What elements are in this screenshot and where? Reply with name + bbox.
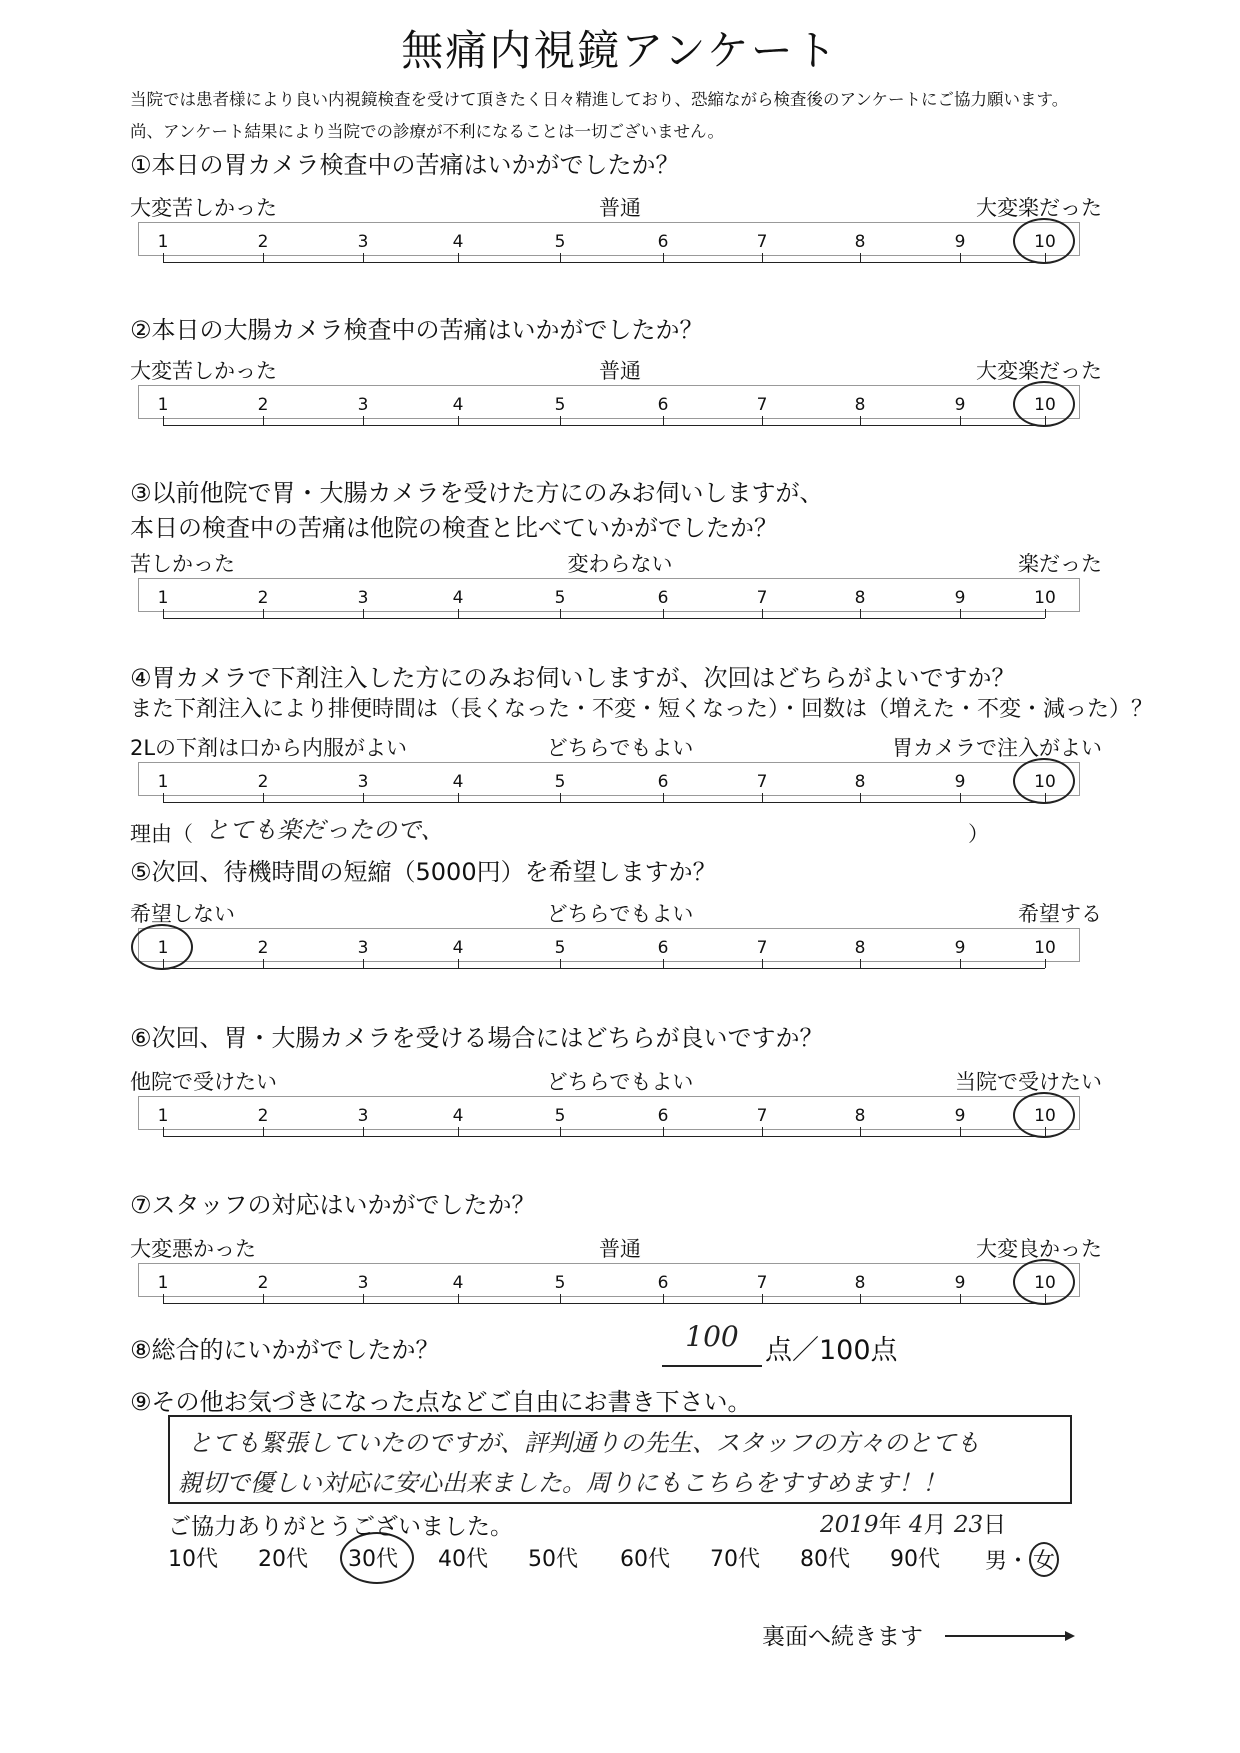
- age-option[interactable]: 10代: [168, 1547, 218, 1572]
- q3-scale-tick: [458, 609, 459, 618]
- comment-line-1: とても緊張していたのですが、評判通りの先生、スタッフの方々のとても: [188, 1429, 980, 1457]
- q7-scale-tick: [363, 1294, 364, 1303]
- q1-scale-tick: [263, 253, 264, 262]
- q4-label-line-2: また下剤注入により排便時間は（長くなった・不変・短くなった）・回数は（増えた・不変・減った）？: [130, 697, 1154, 722]
- q7-scale-number[interactable]: 8: [854, 1273, 866, 1293]
- gender-male[interactable]: 男: [985, 1549, 1008, 1574]
- q6-scale-tick: [860, 1127, 861, 1136]
- q6-scale-tick: [163, 1127, 164, 1136]
- q4-scale-tick: [762, 793, 763, 802]
- q6-label-line-1: ⑥次回、胃・大腸カメラを受ける場合にはどちらが良いですか？: [130, 1024, 824, 1052]
- q6-scale-number[interactable]: 2: [257, 1106, 269, 1126]
- q6-scale-number[interactable]: 1: [157, 1106, 169, 1126]
- q2-scale-tick: [163, 416, 164, 425]
- q6-scale-tick: [762, 1127, 763, 1136]
- q7-scale-number[interactable]: 9: [954, 1273, 966, 1293]
- q6-scale-tick: [458, 1127, 459, 1136]
- q1-scale-tick: [663, 253, 664, 262]
- q4-right-label: 胃カメラで注入がよい: [892, 736, 1102, 760]
- date-month: 4: [908, 1512, 924, 1538]
- q3-scale-number[interactable]: 3: [357, 588, 369, 608]
- q7-scale-tick: [163, 1294, 164, 1303]
- q7-scale-number[interactable]: 3: [357, 1273, 369, 1293]
- q4-scale-number[interactable]: 3: [357, 772, 369, 792]
- q1-scale-number[interactable]: 7: [756, 232, 768, 252]
- q5-left-label: 希望しない: [130, 902, 235, 926]
- q5-scale-number[interactable]: 4: [452, 938, 464, 958]
- q3-label-line-2: 本日の検査中の苦痛は他院の検査と比べていかがでしたか？: [130, 514, 778, 542]
- q2-scale-number[interactable]: 7: [756, 395, 768, 415]
- age-option[interactable]: 90代: [890, 1547, 940, 1572]
- q6-axis-line: [163, 1136, 1045, 1137]
- q6-right-label: 当院で受けたい: [955, 1070, 1102, 1094]
- q5-scale-number[interactable]: 9: [954, 938, 966, 958]
- q3-scale-tick: [163, 609, 164, 618]
- q1-scale-number[interactable]: 1: [157, 232, 169, 252]
- q2-answer-circle: [1013, 381, 1075, 427]
- q7-scale-number[interactable]: 2: [257, 1273, 269, 1293]
- q4-scale-number[interactable]: 10: [1034, 772, 1056, 792]
- age-option[interactable]: 80代: [800, 1547, 850, 1572]
- q3-scale-tick: [960, 609, 961, 618]
- q2-scale-number[interactable]: 9: [954, 395, 966, 415]
- date-field: 2019年 4月 23日: [820, 1512, 1007, 1538]
- q2-scale-number[interactable]: 2: [257, 395, 269, 415]
- q2-scale-tick: [860, 416, 861, 425]
- q4-scale-number[interactable]: 1: [157, 772, 169, 792]
- q6-scale-tick: [663, 1127, 664, 1136]
- reason-text: とても楽だったので、: [205, 816, 445, 844]
- q2-scale-tick: [363, 416, 364, 425]
- q6-scale-number[interactable]: 8: [854, 1106, 866, 1126]
- q3-scale-tick: [560, 609, 561, 618]
- q7-scale-tick: [560, 1294, 561, 1303]
- q4-scale-number[interactable]: 2: [257, 772, 269, 792]
- q2-label-line-1: ②本日の大腸カメラ検査中の苦痛はいかがでしたか？: [130, 316, 704, 344]
- q4-scale-tick: [960, 793, 961, 802]
- q2-center-label: 普通: [599, 359, 641, 383]
- q4-scale-tick: [263, 793, 264, 802]
- q6-scale-number[interactable]: 3: [357, 1106, 369, 1126]
- q1-axis-line: [163, 262, 1045, 263]
- q5-scale-tick: [663, 959, 664, 968]
- q5-answer-circle: [131, 924, 193, 970]
- q6-answer-circle: [1013, 1092, 1075, 1138]
- q3-label-line-1: ③以前他院で胃・大腸カメラを受けた方にのみお伺いしますが、: [130, 479, 824, 507]
- q2-scale-number[interactable]: 6: [657, 395, 669, 415]
- q5-scale-tick: [860, 959, 861, 968]
- q7-scale-number[interactable]: 1: [157, 1273, 169, 1293]
- q6-scale-number[interactable]: 5: [554, 1106, 566, 1126]
- q5-scale-tick: [458, 959, 459, 968]
- q6-center-label: どちらでもよい: [546, 1070, 694, 1094]
- q2-scale-number[interactable]: 1: [157, 395, 169, 415]
- q3-scale-number[interactable]: 4: [452, 588, 464, 608]
- q5-scale-number[interactable]: 3: [357, 938, 369, 958]
- age-option[interactable]: 60代: [620, 1547, 670, 1572]
- q3-axis-line: [163, 618, 1045, 619]
- q4-scale-tick: [560, 793, 561, 802]
- q5-scale-tick: [762, 959, 763, 968]
- q4-scale-tick: [663, 793, 664, 802]
- q6-scale-number[interactable]: 9: [954, 1106, 966, 1126]
- q7-scale-tick: [263, 1294, 264, 1303]
- q2-left-label: 大変苦しかった: [130, 359, 277, 383]
- q3-scale-number[interactable]: 10: [1034, 588, 1056, 608]
- q4-scale-number[interactable]: 4: [452, 772, 464, 792]
- q4-scale-tick: [458, 793, 459, 802]
- continue-arrow-icon: [945, 1628, 1075, 1644]
- q4-scale-number[interactable]: 6: [657, 772, 669, 792]
- q7-answer-circle: [1013, 1259, 1075, 1305]
- q8-score-underline: [662, 1365, 762, 1367]
- q2-scale-tick: [263, 416, 264, 425]
- q2-scale-tick: [960, 416, 961, 425]
- q6-scale-number[interactable]: 7: [756, 1106, 768, 1126]
- q1-right-label: 大変楽だった: [976, 196, 1102, 220]
- q2-right-label: 大変楽だった: [976, 359, 1102, 383]
- age-option[interactable]: 70代: [710, 1547, 760, 1572]
- q5-scale-tick: [263, 959, 264, 968]
- q3-scale-number[interactable]: 6: [657, 588, 669, 608]
- q1-center-label: 普通: [599, 196, 641, 220]
- date-day: 23: [953, 1512, 984, 1538]
- q1-scale-tick: [960, 253, 961, 262]
- q2-scale-number[interactable]: 5: [554, 395, 566, 415]
- q8-label: ⑧総合的にいかがでしたか？: [130, 1336, 440, 1364]
- q4-center-label: どちらでもよい: [546, 736, 694, 760]
- q5-scale-box: [138, 928, 1080, 962]
- q2-scale-number[interactable]: 4: [452, 395, 464, 415]
- q7-scale-tick: [458, 1294, 459, 1303]
- q4-scale-number[interactable]: 7: [756, 772, 768, 792]
- q4-left-label: 2Lの下剤は口から内服がよい: [130, 736, 408, 760]
- gender-female[interactable]: 女: [1029, 1542, 1059, 1577]
- q7-label-line-1: ⑦スタッフの対応はいかがでしたか？: [130, 1191, 536, 1219]
- q5-right-label: 希望する: [1018, 902, 1102, 926]
- q5-scale-number[interactable]: 1: [157, 938, 169, 958]
- age-option[interactable]: 40代: [438, 1547, 488, 1572]
- q1-scale-tick: [762, 253, 763, 262]
- q3-scale-number[interactable]: 2: [257, 588, 269, 608]
- q2-scale-tick: [458, 416, 459, 425]
- q6-scale-number[interactable]: 6: [657, 1106, 669, 1126]
- reason-close: ）: [968, 822, 989, 846]
- q4-scale-number[interactable]: 8: [854, 772, 866, 792]
- q7-scale-number[interactable]: 5: [554, 1273, 566, 1293]
- q7-scale-box: [138, 1263, 1080, 1297]
- q5-scale-number[interactable]: 8: [854, 938, 866, 958]
- q7-scale-number[interactable]: 6: [657, 1273, 669, 1293]
- q1-scale-number[interactable]: 3: [357, 232, 369, 252]
- q1-scale-number[interactable]: 10: [1034, 232, 1056, 252]
- q5-scale-number[interactable]: 6: [657, 938, 669, 958]
- q7-scale-number[interactable]: 4: [452, 1273, 464, 1293]
- q7-scale-tick: [860, 1294, 861, 1303]
- q6-scale-box: [138, 1096, 1080, 1130]
- q3-scale-number[interactable]: 1: [157, 588, 169, 608]
- q1-scale-tick: [458, 253, 459, 262]
- q1-scale-box: [138, 222, 1080, 256]
- q8-suffix: 点／100点: [765, 1335, 898, 1366]
- q2-scale-tick: [762, 416, 763, 425]
- q1-label-line-1: ①本日の胃カメラ検査中の苦痛はいかがでしたか？: [130, 151, 680, 179]
- q1-scale-tick: [860, 253, 861, 262]
- q2-scale-box: [138, 385, 1080, 419]
- q9-label: ⑨その他お気づきになった点などご自由にお書き下さい。: [130, 1388, 752, 1416]
- q3-scale-tick: [860, 609, 861, 618]
- q3-left-label: 苦しかった: [130, 552, 235, 576]
- q4-scale-number[interactable]: 9: [954, 772, 966, 792]
- q7-left-label: 大変悪かった: [130, 1237, 256, 1261]
- q3-scale-box: [138, 578, 1080, 612]
- q1-scale-number[interactable]: 9: [954, 232, 966, 252]
- continue-text: 裏面へ続きます: [762, 1624, 923, 1650]
- q4-scale-box: [138, 762, 1080, 796]
- q7-right-label: 大変良かった: [976, 1237, 1102, 1261]
- thanks-text: ご協力ありがとうございました。: [168, 1514, 513, 1540]
- q8-score: 100: [685, 1320, 739, 1353]
- q3-right-label: 楽だった: [1018, 552, 1102, 576]
- q5-scale-number[interactable]: 5: [554, 938, 566, 958]
- q4-label-line-1: ④胃カメラで下剤注入した方にのみお伺いしますが、次回はどちらがよいですか？: [130, 664, 1016, 692]
- q7-scale-number[interactable]: 7: [756, 1273, 768, 1293]
- q4-answer-circle: [1013, 758, 1075, 804]
- q6-scale-tick: [960, 1127, 961, 1136]
- q5-scale-number[interactable]: 10: [1034, 938, 1056, 958]
- q6-left-label: 他院で受けたい: [130, 1070, 277, 1094]
- date-year: 2019: [820, 1512, 879, 1538]
- q6-scale-number[interactable]: 4: [452, 1106, 464, 1126]
- q7-axis-line: [163, 1303, 1045, 1304]
- q3-scale-number[interactable]: 5: [554, 588, 566, 608]
- q1-scale-tick: [363, 253, 364, 262]
- q3-scale-tick: [363, 609, 364, 618]
- q2-scale-number[interactable]: 8: [854, 395, 866, 415]
- q1-scale-tick: [560, 253, 561, 262]
- q5-scale-tick: [363, 959, 364, 968]
- age-option[interactable]: 30代: [348, 1547, 398, 1572]
- q6-scale-tick: [263, 1127, 264, 1136]
- q5-scale-number[interactable]: 7: [756, 938, 768, 958]
- page-title: 無痛内視鏡アンケート: [401, 26, 839, 75]
- q1-scale-number[interactable]: 5: [554, 232, 566, 252]
- q7-scale-tick: [663, 1294, 664, 1303]
- q4-scale-tick: [860, 793, 861, 802]
- q1-scale-number[interactable]: 8: [854, 232, 866, 252]
- q2-scale-tick: [663, 416, 664, 425]
- q5-scale-tick: [960, 959, 961, 968]
- q3-scale-number[interactable]: 7: [756, 588, 768, 608]
- q1-scale-tick: [163, 253, 164, 262]
- q3-scale-number[interactable]: 9: [954, 588, 966, 608]
- q7-scale-tick: [762, 1294, 763, 1303]
- q7-scale-tick: [960, 1294, 961, 1303]
- q3-scale-tick: [263, 609, 264, 618]
- q5-axis-line: [163, 968, 1045, 969]
- intro-line-2: 尚、アンケート結果により当院での診療が不利になることは一切ございません。: [130, 122, 724, 141]
- q5-label-line-1: ⑤次回、待機時間の短縮（5000円）を希望しますか？: [130, 858, 717, 886]
- q3-scale-tick: [762, 609, 763, 618]
- q1-scale-number[interactable]: 4: [452, 232, 464, 252]
- q2-axis-line: [163, 425, 1045, 426]
- q1-left-label: 大変苦しかった: [130, 196, 277, 220]
- q5-scale-number[interactable]: 2: [257, 938, 269, 958]
- q4-axis-line: [163, 802, 1045, 803]
- q3-scale-tick: [663, 609, 664, 618]
- comment-box: [168, 1415, 1072, 1504]
- q4-scale-number[interactable]: 5: [554, 772, 566, 792]
- q6-scale-tick: [560, 1127, 561, 1136]
- q3-center-label: 変わらない: [567, 552, 673, 576]
- q5-center-label: どちらでもよい: [546, 902, 694, 926]
- q1-answer-circle: [1013, 218, 1075, 264]
- q7-scale-number[interactable]: 10: [1034, 1273, 1056, 1293]
- q4-scale-tick: [163, 793, 164, 802]
- q5-scale-tick: [560, 959, 561, 968]
- q1-scale-number[interactable]: 2: [257, 232, 269, 252]
- q3-scale-tick: [1045, 609, 1046, 618]
- q6-scale-tick: [363, 1127, 364, 1136]
- gender-field: 男・ 女: [985, 1542, 1059, 1577]
- q6-scale-number[interactable]: 10: [1034, 1106, 1056, 1126]
- q2-scale-tick: [560, 416, 561, 425]
- age-option[interactable]: 20代: [258, 1547, 308, 1572]
- q4-scale-tick: [363, 793, 364, 802]
- comment-line-2: 親切で優しい対応に安心出来ました。周りにもこちらをすすめます！！: [178, 1469, 947, 1497]
- q2-scale-number[interactable]: 10: [1034, 395, 1056, 415]
- q2-scale-number[interactable]: 3: [357, 395, 369, 415]
- q3-scale-number[interactable]: 8: [854, 588, 866, 608]
- reason-label: 理由（: [130, 822, 193, 846]
- q1-scale-number[interactable]: 6: [657, 232, 669, 252]
- intro-line-1: 当院では患者様により良い内視鏡検査を受けて頂きたく日々精進しており、恐縮ながら検査後のアンケートにご協力願います。: [130, 90, 1069, 109]
- age-option[interactable]: 50代: [528, 1547, 578, 1572]
- q7-center-label: 普通: [599, 1237, 641, 1261]
- q5-scale-tick: [1045, 959, 1046, 968]
